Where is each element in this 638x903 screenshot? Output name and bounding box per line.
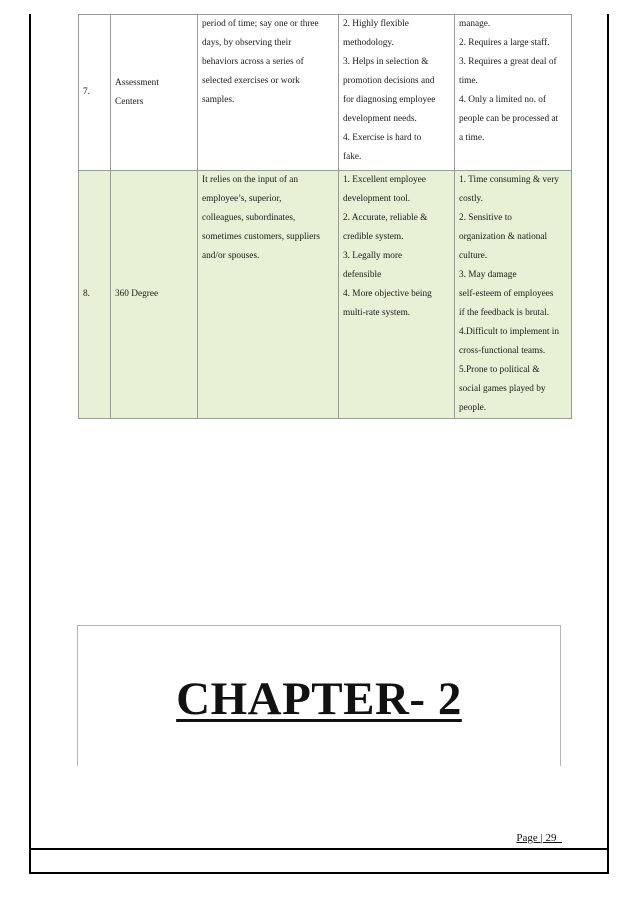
page-number: Page | 29 [516,832,562,844]
method-line: Centers [115,96,144,107]
advantage-line: 4. More objective being [343,289,432,299]
disadvantage-line: manage. [459,19,491,29]
advantage-line: 2. Accurate, reliable & [343,213,428,223]
disadvantage-line: 3. May damage [459,270,517,280]
advantage-line: development needs. [343,114,417,124]
description-line: selected exercises or work [202,76,300,86]
advantage-line: fake. [343,152,362,162]
method-cell [111,171,198,419]
method-cell [111,15,198,171]
methods-table [78,14,571,419]
disadvantage-line: organization & national [459,232,548,242]
chapter-heading: CHAPTER- 2 [176,673,462,725]
disadvantage-line: self-esteem of employees [459,289,554,299]
description-line: and/or spouses. [202,251,260,261]
advantage-line: development tool. [343,194,411,204]
disadvantage-line: 1. Time consuming & very [459,175,559,185]
description-cell [198,15,339,171]
disadvantages-cell [455,15,572,171]
advantage-line: defensible [343,270,382,280]
advantage-line: multi-rate system. [343,308,411,318]
advantage-line: methodology. [343,38,394,48]
disadvantage-line: social games played by [459,384,546,394]
table-row [79,15,572,171]
disadvantage-line: a time. [459,133,485,143]
row-number-cell [79,15,111,171]
footer-rule [29,848,609,850]
description-line: behaviors across a series of [202,57,304,67]
advantage-line: 3. Helps in selection & [343,57,429,67]
advantage-line: promotion decisions and [343,76,435,86]
row-number: 8. [83,289,90,299]
disadvantage-line: culture. [459,251,488,261]
description-line: period of time; say one or three [202,19,319,29]
advantage-line: 2. Highly flexible [343,19,409,29]
description-line: It relies on the input of an [202,175,299,185]
disadvantage-line: 3. Requires a great deal of [459,57,557,67]
advantage-line: for diagnosing employee [343,95,436,105]
advantages-cell [339,15,455,171]
disadvantage-line: if the feedback is brutal. [459,308,550,318]
description-line: colleagues, subordinates, [202,213,296,223]
row-number: 7. [83,87,90,97]
disadvantages-cell [455,171,572,419]
disadvantage-line: 2. Sensitive to [459,213,512,223]
disadvantage-line: 4.Difficult to implement in [459,327,560,337]
disadvantage-line: time. [459,76,478,86]
disadvantage-line: cross-functional teams. [459,346,546,356]
method-line: Assessment [115,77,159,88]
advantage-line: 4. Exercise is hard to [343,133,422,143]
method-line: 360 Degree [115,289,159,299]
table-row [79,171,572,419]
advantage-line: 1. Excellent employee [343,175,426,185]
description-line: days, by observing their [202,38,292,48]
disadvantage-line: people can be processed at [459,114,559,124]
disadvantage-line: people. [459,403,487,413]
disadvantage-line: 4. Only a limited no. of [459,95,547,105]
description-line: sometimes customers, suppliers [202,232,321,242]
row-number-cell [79,171,111,419]
advantage-line: 3. Legally more [343,251,403,261]
description-line: samples. [202,95,235,105]
description-line: employee’s, superior, [202,194,282,204]
advantages-cell [339,171,455,419]
disadvantage-line: 2. Requires a large staff. [459,38,550,48]
advantage-line: credible system. [343,232,404,242]
disadvantage-line: costly. [459,194,483,204]
disadvantage-line: 5.Prone to political & [459,365,540,375]
description-cell [198,171,339,419]
